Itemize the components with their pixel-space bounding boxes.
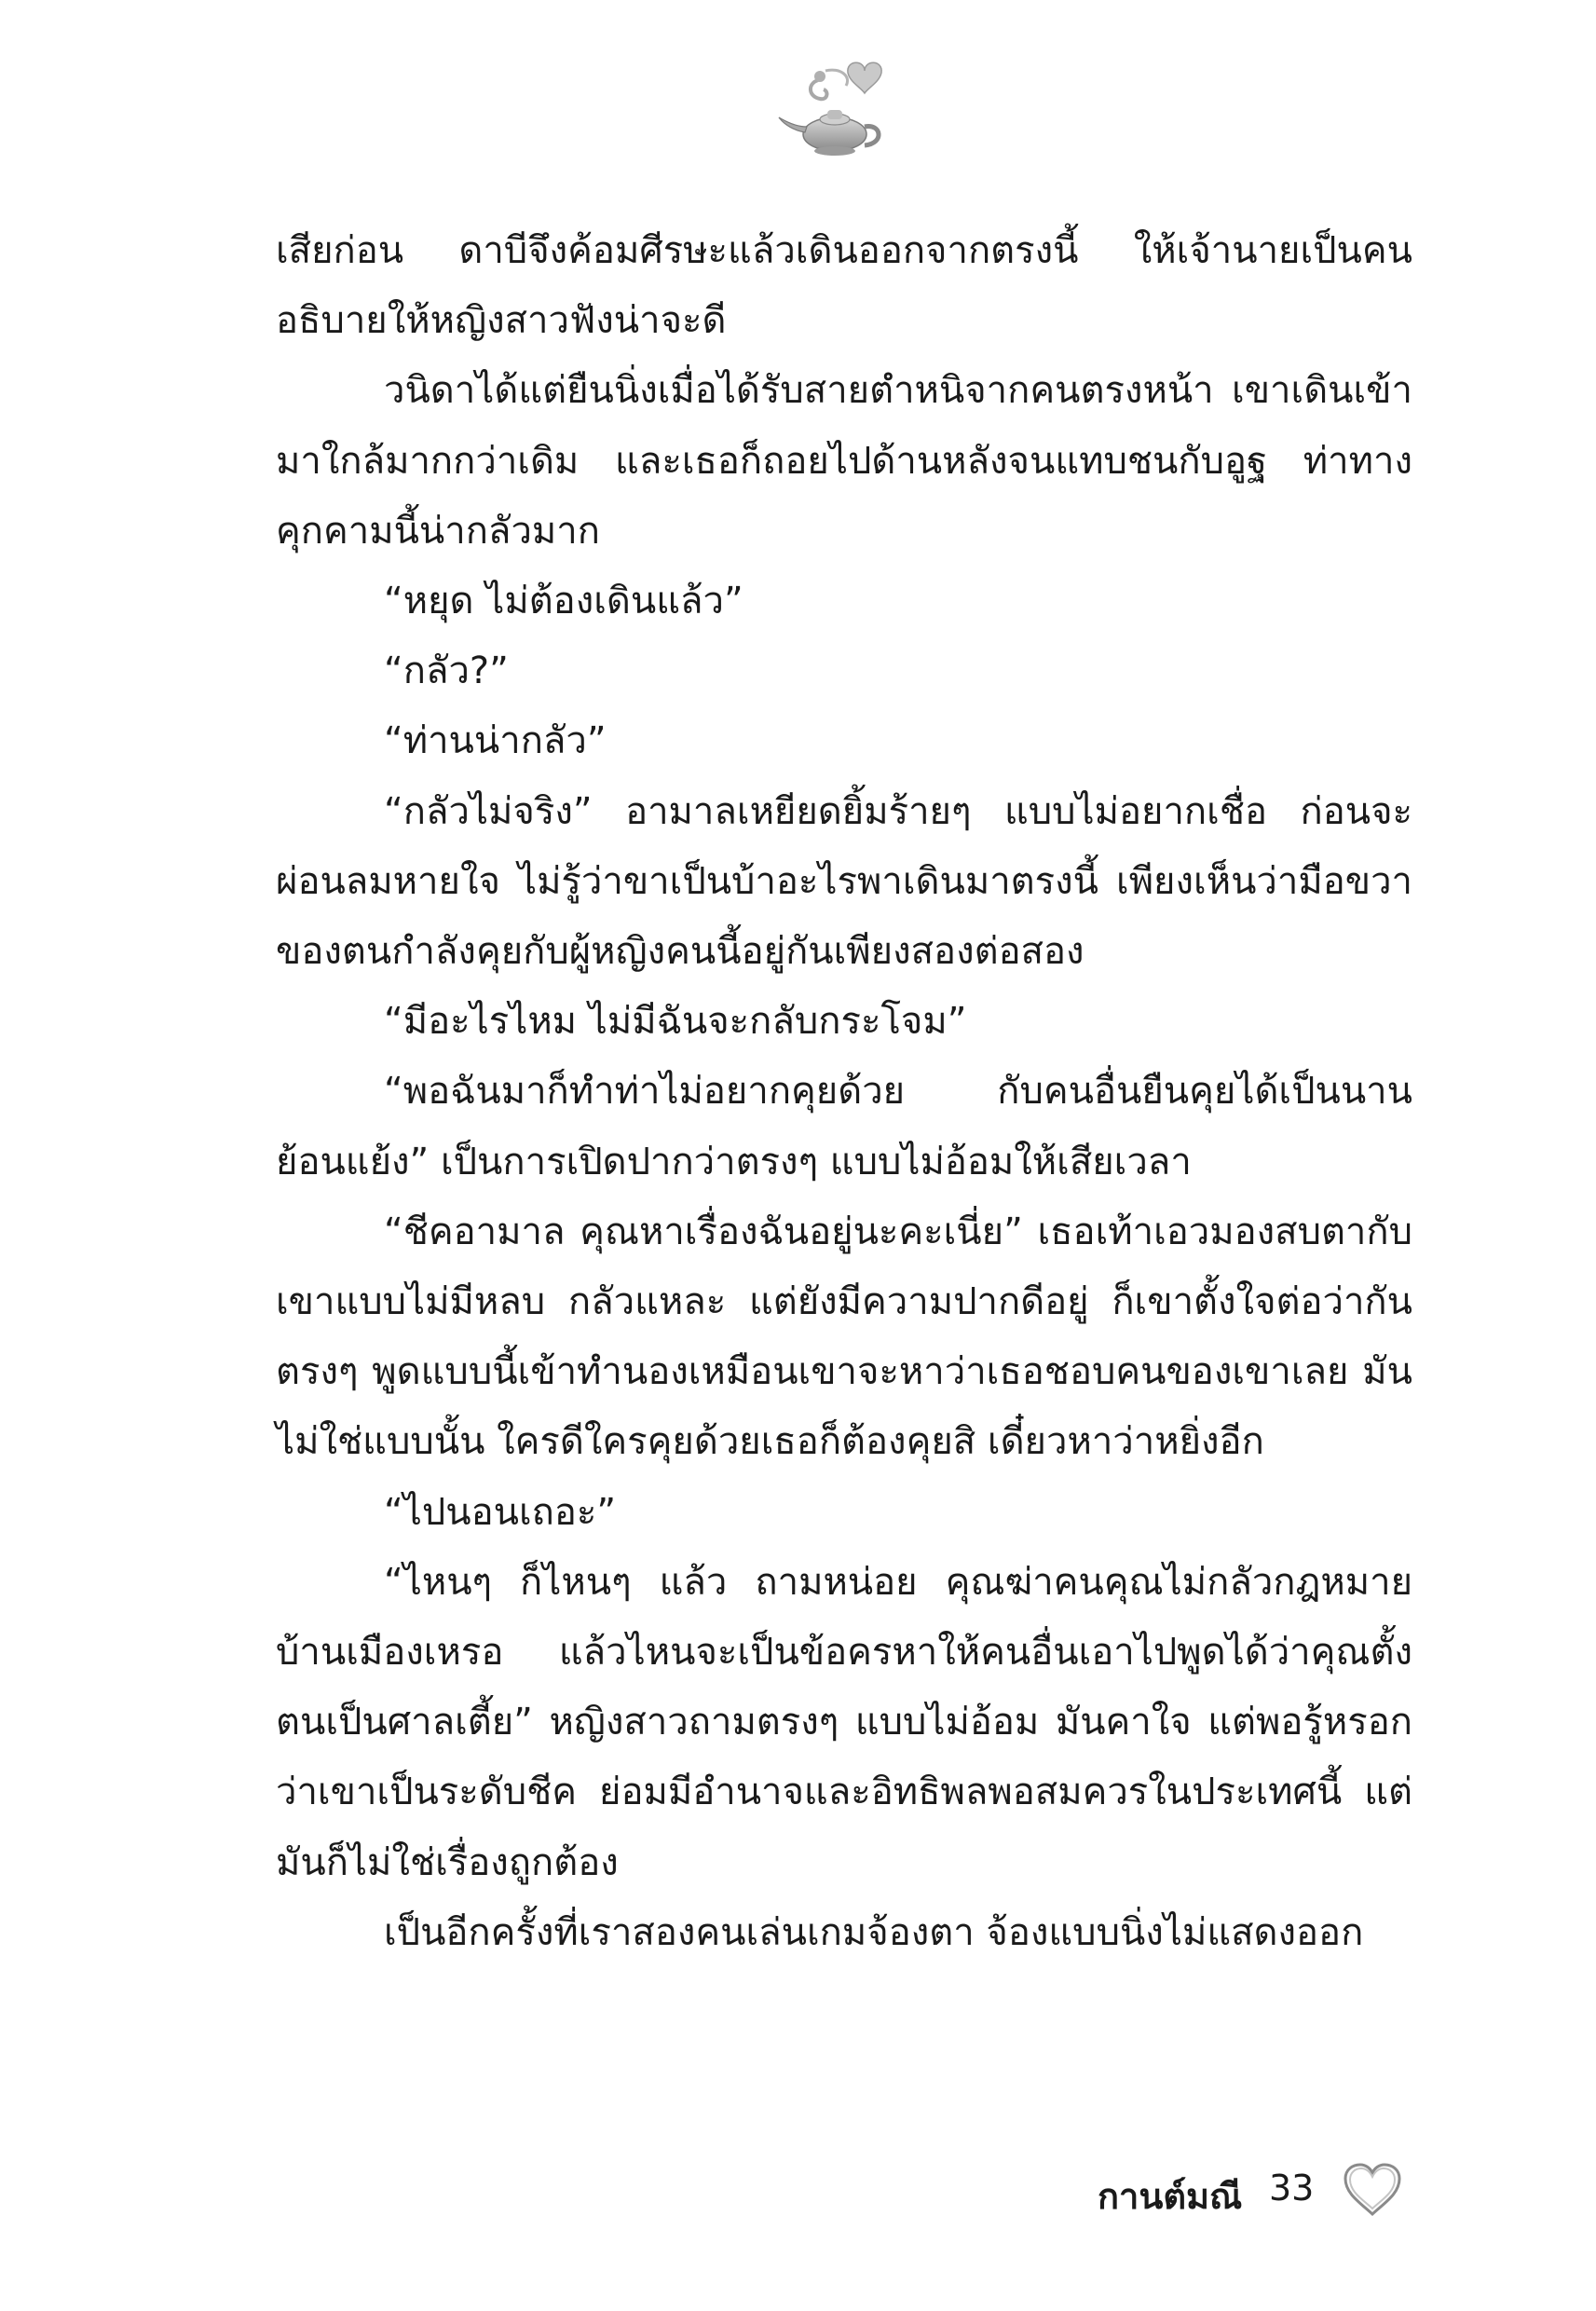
paragraph: เป็นอีกครั้งที่เราสองคนเล่นเกมจ้องตา จ้องแบบนิ่งไม่แสดงออก	[384, 1910, 1364, 1954]
page-footer	[1062, 2147, 1435, 2231]
paragraph: “มีอะไรไหม ไม่มีฉันจะกลับกระโจม”	[384, 1000, 967, 1044]
page-number: 33	[1269, 2167, 1315, 2208]
paragraph: “กลัวไม่จริง” อามาลเหยียดยิ้มร้ายๆ แบบไม่อยากเชื่อ ก่อนจะผ่อนลมหายใจ ไม่รู้ว่าขาเป็นบ้าอะไรพาเดินมาตรงนี้ เพียงเห็นว่ามือขวาของตนกำลังคุยกับผู้หญิงคนนี้อยู่กันเพียงสองต่อสอง	[276, 789, 1412, 974]
book-title: กานต์มณี	[1098, 2176, 1243, 2217]
paragraph: “ท่านน่ากลัว”	[384, 719, 607, 763]
paragraph: “กลัว?”	[384, 650, 509, 693]
paragraph: “ชีคอามาล คุณหาเรื่องฉันอยู่นะคะเนี่ย” เธอเท้าเอวมองสบตากับเขาแบบไม่มีหลบ กลัวแหละ แต่ยังมีความปากดีอยู่ ก็เขาตั้งใจต่อว่ากันตรงๆ พูดแบบนี้เข้าทำนองเหมือนเขาจะหาว่าเธอชอบคนของเขาเลย มันไม่ใช่แบบนั้น ใครดีใครคุยด้วยเธอก็ต้องคุยสิ เดี๋ยวหาว่าหยิ่งอีก	[276, 1210, 1412, 1464]
paragraph: “ไหนๆ ก็ไหนๆ แล้ว ถามหน่อย คุณฆ่าคนคุณไม่กลัวกฎหมายบ้านเมืองเหรอ แล้วไหนจะเป็นข้อครหาให้คนอื่นเอาไปพูดได้ว่าคุณตั้งตนเป็นศาลเตี้ย” หญิงสาวถามตรงๆ แบบไม่อ้อม มันคาใจ แต่พอรู้หรอกว่าเขาเป็นระดับชีค ย่อมมีอำนาจและอิทธิพลพอสมควรในประเทศนี้ แต่มันก็ไม่ใช่เรื่องถูกต้อง	[276, 1560, 1412, 1884]
teapot-genie-icon	[760, 52, 909, 164]
paragraph: “พอฉันมาก็ทำท่าไม่อยากคุยด้วย กับคนอื่นยืนคุยได้เป็นนาน ย้อนแย้ง” เป็นการเปิดปากว่าตรงๆ แบบไม่อ้อมให้เสียเวลา	[276, 1070, 1412, 1183]
paragraph: “หยุด ไม่ต้องเดินแล้ว”	[384, 580, 743, 623]
paragraph: “ไปนอนเถอะ”	[384, 1490, 617, 1534]
paragraph: เสียก่อน ดาบีจึงค้อมศีรษะแล้วเดินออกจากตรงนี้ ให้เจ้านายเป็นคนอธิบายให้หญิงสาวฟังน่าจะดี	[276, 229, 1412, 343]
page-body	[276, 216, 1412, 1968]
heart-outline-icon	[1342, 2162, 1403, 2218]
paragraph: วนิดาได้แต่ยืนนิ่งเมื่อได้รับสายตำหนิจากคนตรงหน้า เขาเดินเข้ามาใกล้มากกว่าเดิม และเธอก็ถอยไปด้านหลังจนแทบชนกับอูฐ ท่าทางคุกคามนี้น่ากลัวมาก	[276, 369, 1412, 553]
